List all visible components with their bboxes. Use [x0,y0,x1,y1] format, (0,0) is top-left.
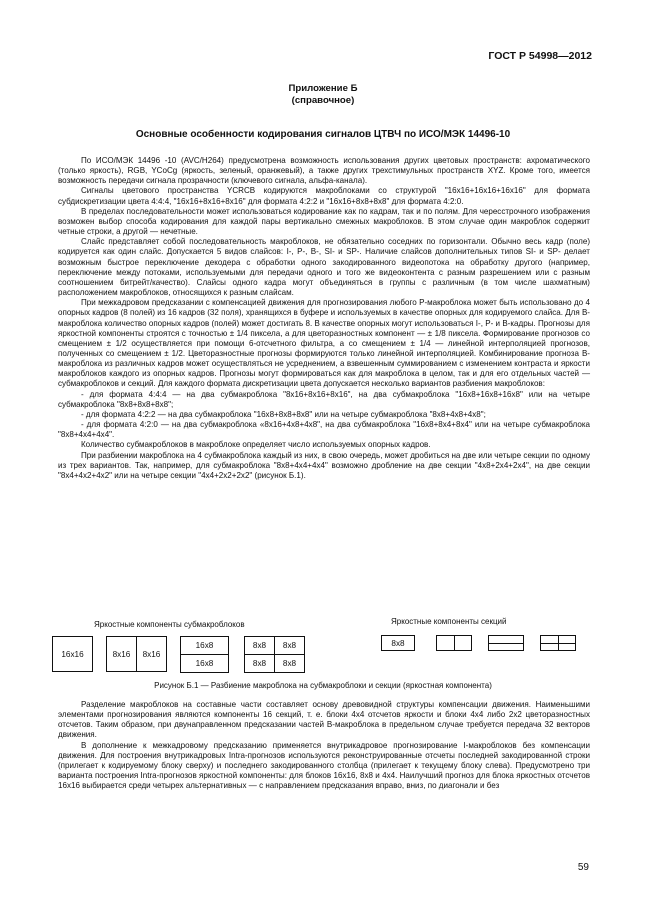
partition-8x8: 8x8 [381,635,415,651]
standard-header: ГОСТ Р 54998—2012 [488,50,592,62]
figure-right-caption: Яркостные компоненты секций [391,617,507,626]
page-number: 59 [577,862,589,873]
partition-divider [558,635,559,651]
main-title: Основные особенности кодирования сигналов ЦТВЧ по ИСО/МЭК 14496-10 [135,129,511,140]
list-item: - для формата 4:2:0 — на два субмакроблока «8х16+4х8+4х8", на два субмакроблока "16х8+8х4+8х4" или на четыре субмакроблока "8х8+4х4+4х4". [58,420,590,440]
partition-divider [454,635,455,651]
paragraph: При разбиении макроблока на 4 субмакроблока каждый из них, в свою очередь, может дробиться на две или четыре секции по одному из трех вариантов. Так, например, для субмакроблока "8х8+4х4+4х4" возможно дробление на две секции "4х8+2х4+2х4", на две секции "8х4+4х2+4х2" или на четыре секции "4х4+2х2+2х2" (рисунок Б.1). [58,450,590,480]
paragraph: В дополнение к межкадровому предсказанию применяется внутрикадровое прогнозирование I-макроблоков без компенсации движения. Для построения внутрикадровых Intra-прогнозов используются реконструированные отсчеты последней закодированной строки (прилегает к кодируемому блоку сверху) и последнего закодированного столбца (прилегает к текущему блоку слева). Предусмотрено три варианта построения Intra-прогнозов яркостной компоненты: для блоков 16х16, 8х8 и 4х4. Наилучший прогноз для блока яркостных отсчетов 16х16 выбирается среди четырех альтернативных — с направлением предсказания вправо, вниз, по диагонали и без [58,740,590,791]
annex-title: Приложение Б [288,83,358,94]
partition-split-horizontal [488,635,524,651]
body-text-bottom [58,700,590,791]
submacroblock-8x16-left: 8x16 [106,636,137,672]
submacroblock-8x8: 8x8 [274,636,305,655]
list-item: - для формата 4:2:2 — на два субмакроблока "16х8+8х8+8х8" или на четыре субмакроблока "8х8+4х8+4х8"; [81,409,486,419]
figure-left-caption: Яркостные компоненты субмакроблоков [94,620,245,629]
annex-subtitle: (справочное) [291,95,355,106]
partition-divider [540,643,576,644]
submacroblock-8x16-right: 8x16 [136,636,167,672]
partition-split-vertical [436,635,472,651]
submacroblock-8x8: 8x8 [274,654,305,673]
paragraph: В пределах последовательности может использоваться кодирование как по кадрам, так и по полям. Для чересстрочного изображения возможен выбор способа кодирования для каждой пары вертикально смежных макроблоков. В этом случае один макроблок содержит четные строки, а другой — нечетные. [58,206,590,237]
submacroblock-16x8-bottom: 16x8 [180,654,229,673]
submacroblock-8x8: 8x8 [244,654,275,673]
list-item: - для формата 4:4:4 — на два субмакроблока "8х16+8х16+8х16", на два субмакроблока "16х8+16х8+16х8" или на четыре субмакроблока "8х8+8х8+8х8"; [58,389,590,409]
submacroblock-8x8: 8x8 [244,636,275,655]
paragraph: При межкадровом предсказании с компенсацией движения для прогнозирования любого P-макроблока может быть использовано до 4 опорных кадров (8 полей) из 16 кадров (32 поля), хранящихся в буфере и используемых в качестве опорных для кодируемого слайса. Для B-макроблока количество опорных кадров (полей) может достигать 8. В качестве опорных могут использоваться I-, P- и B-кадры. Прогнозы для яркостной компоненты строятся с точностью ± 1/4 пиксела, а для цветоразностных компонент — ± 1/8 пиксела. Формирование прогнозов со смещением ± 1/2 осуществляется при помощи 6-отсчетного фильтра, а со смещением ± 1/4 — линейной интерполяцией прогнозов, полученных со смещением ± 1/2. Цветоразностные прогнозы формируются только линейной интерполяцией. Комбинирование прогноза B-макроблока из различных кадров может осуществляться не усреднением, а взвешенным суммированием с изменением контраста и яркости макроблоков каждого из опорных кадров. Прогнозы могут формироваться как для макроблока в целом, так и для его отдельных частей — субмакроблоков и секций. Для каждого формата дискретизации цвета допускается несколько вариантов разбиения макроблоков: [58,298,590,389]
paragraph: Количество субмакроблоков в макроблоке определяет число используемых опорных кадров. [81,440,431,450]
partition-split-quad [540,635,576,651]
macroblock-16x16: 16x16 [52,636,93,672]
paragraph: Сигналы цветового пространства YCRCB кодируются макроблоками со структурой "16х16+16х16+16х16" для формата субдискретизации цвета 4:4:4, "16х16+8х16+8х16" для формата 4:2:2 и "16х16+8х8+8х8" для формата 4:2:0. [58,186,590,206]
body-text-top [58,156,590,481]
figure-caption: Рисунок Б.1 — Разбиение макроблока на субмакроблоки и секции (яркостная компонента) [154,681,492,690]
paragraph: Разделение макроблоков на составные части составляет основу древовидной структуры компенсации движения. Наименьшими элементами прогнозирования являются компоненты 16 секций, т. е. блоки 4х4 отсчетов яркости и блоки 4х4 либо 2х2 цветоразностных отсчетов. Таким образом, при двунаправленном предсказании частей B-макроблока в предельном случае требуется передача 32 векторов движения. [58,700,590,740]
paragraph: По ИСО/МЭК 14496 -10 (AVC/H264) предусмотрена возможность использования других цветовых пространств: ахроматического (только яркость), RGB, YCoCg (яркость, зеленый, оранжевый), а также других трехстимульных пространств XYZ. Кроме того, имеется возможность передачи сигнала прозрачности (ключевого сигнала, альфа-канала). [58,156,590,186]
submacroblock-16x8-top: 16x8 [180,636,229,655]
partition-divider [488,643,524,644]
paragraph: Слайс представляет собой последовательность макроблоков, не обязательно соседних по горизонтали. Обычно весь кадр (поле) кодируется как один слайс. Допускается 5 видов слайсов: I-, P-, B-, SI- и SP-. Наличие слайсов дополнительных типов SI- и SP- делает возможным быстрое переключение декодера с обработки одного закодированного видеопотока на обработку другого (например, переключение между потоками, используемыми для передачи одного и того же видеоконтента с разным разрешением или с разным соотношением битрейт/качество). Слайсы одного кадра могут объединяться в группы с различным (в том числе шахматным) расположением макроблоков, относящихся к разным слайсам. [58,237,590,298]
